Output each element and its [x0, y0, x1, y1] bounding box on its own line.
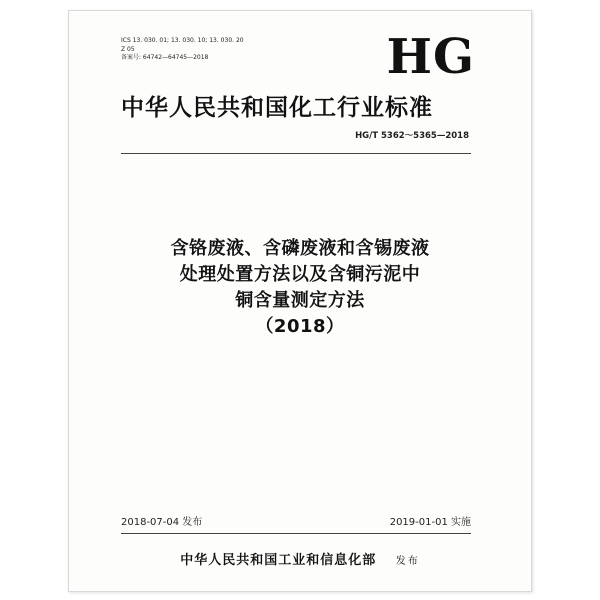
- publisher-name: 中华人民共和国工业和信息化部: [180, 553, 377, 568]
- issue-label: 发布: [395, 556, 420, 567]
- title-line-3: 铜含量测定方法: [235, 290, 365, 311]
- hg-logo: HG: [386, 29, 475, 85]
- standard-type-title: 中华人民共和国化工行业标准: [121, 95, 433, 121]
- title-line-4: （2018）: [255, 316, 345, 337]
- standard-code: HG/T 5362～5365—2018: [355, 131, 469, 141]
- title-line-2: 处理处置方法以及含铜污泥中: [179, 264, 421, 285]
- book-cover: [68, 10, 532, 592]
- ics-line: ICS 13. 030. 01; 13. 030. 10; 13. 030. 20: [121, 37, 244, 44]
- book-title: [69, 236, 531, 340]
- ics-classification: [121, 37, 244, 63]
- title-line-1: 含铬废液、含磷废液和含锡废液: [170, 238, 430, 259]
- header-divider: [121, 153, 471, 154]
- publish-date: 2018-07-04 发布: [121, 517, 203, 528]
- record-number-line: 备案号: 64742—64745—2018: [121, 54, 209, 61]
- publisher-line: [69, 549, 531, 568]
- ccs-line: Z 05: [121, 45, 135, 53]
- footer-divider: [121, 533, 471, 534]
- effective-date: 2019-01-01 实施: [389, 517, 471, 528]
